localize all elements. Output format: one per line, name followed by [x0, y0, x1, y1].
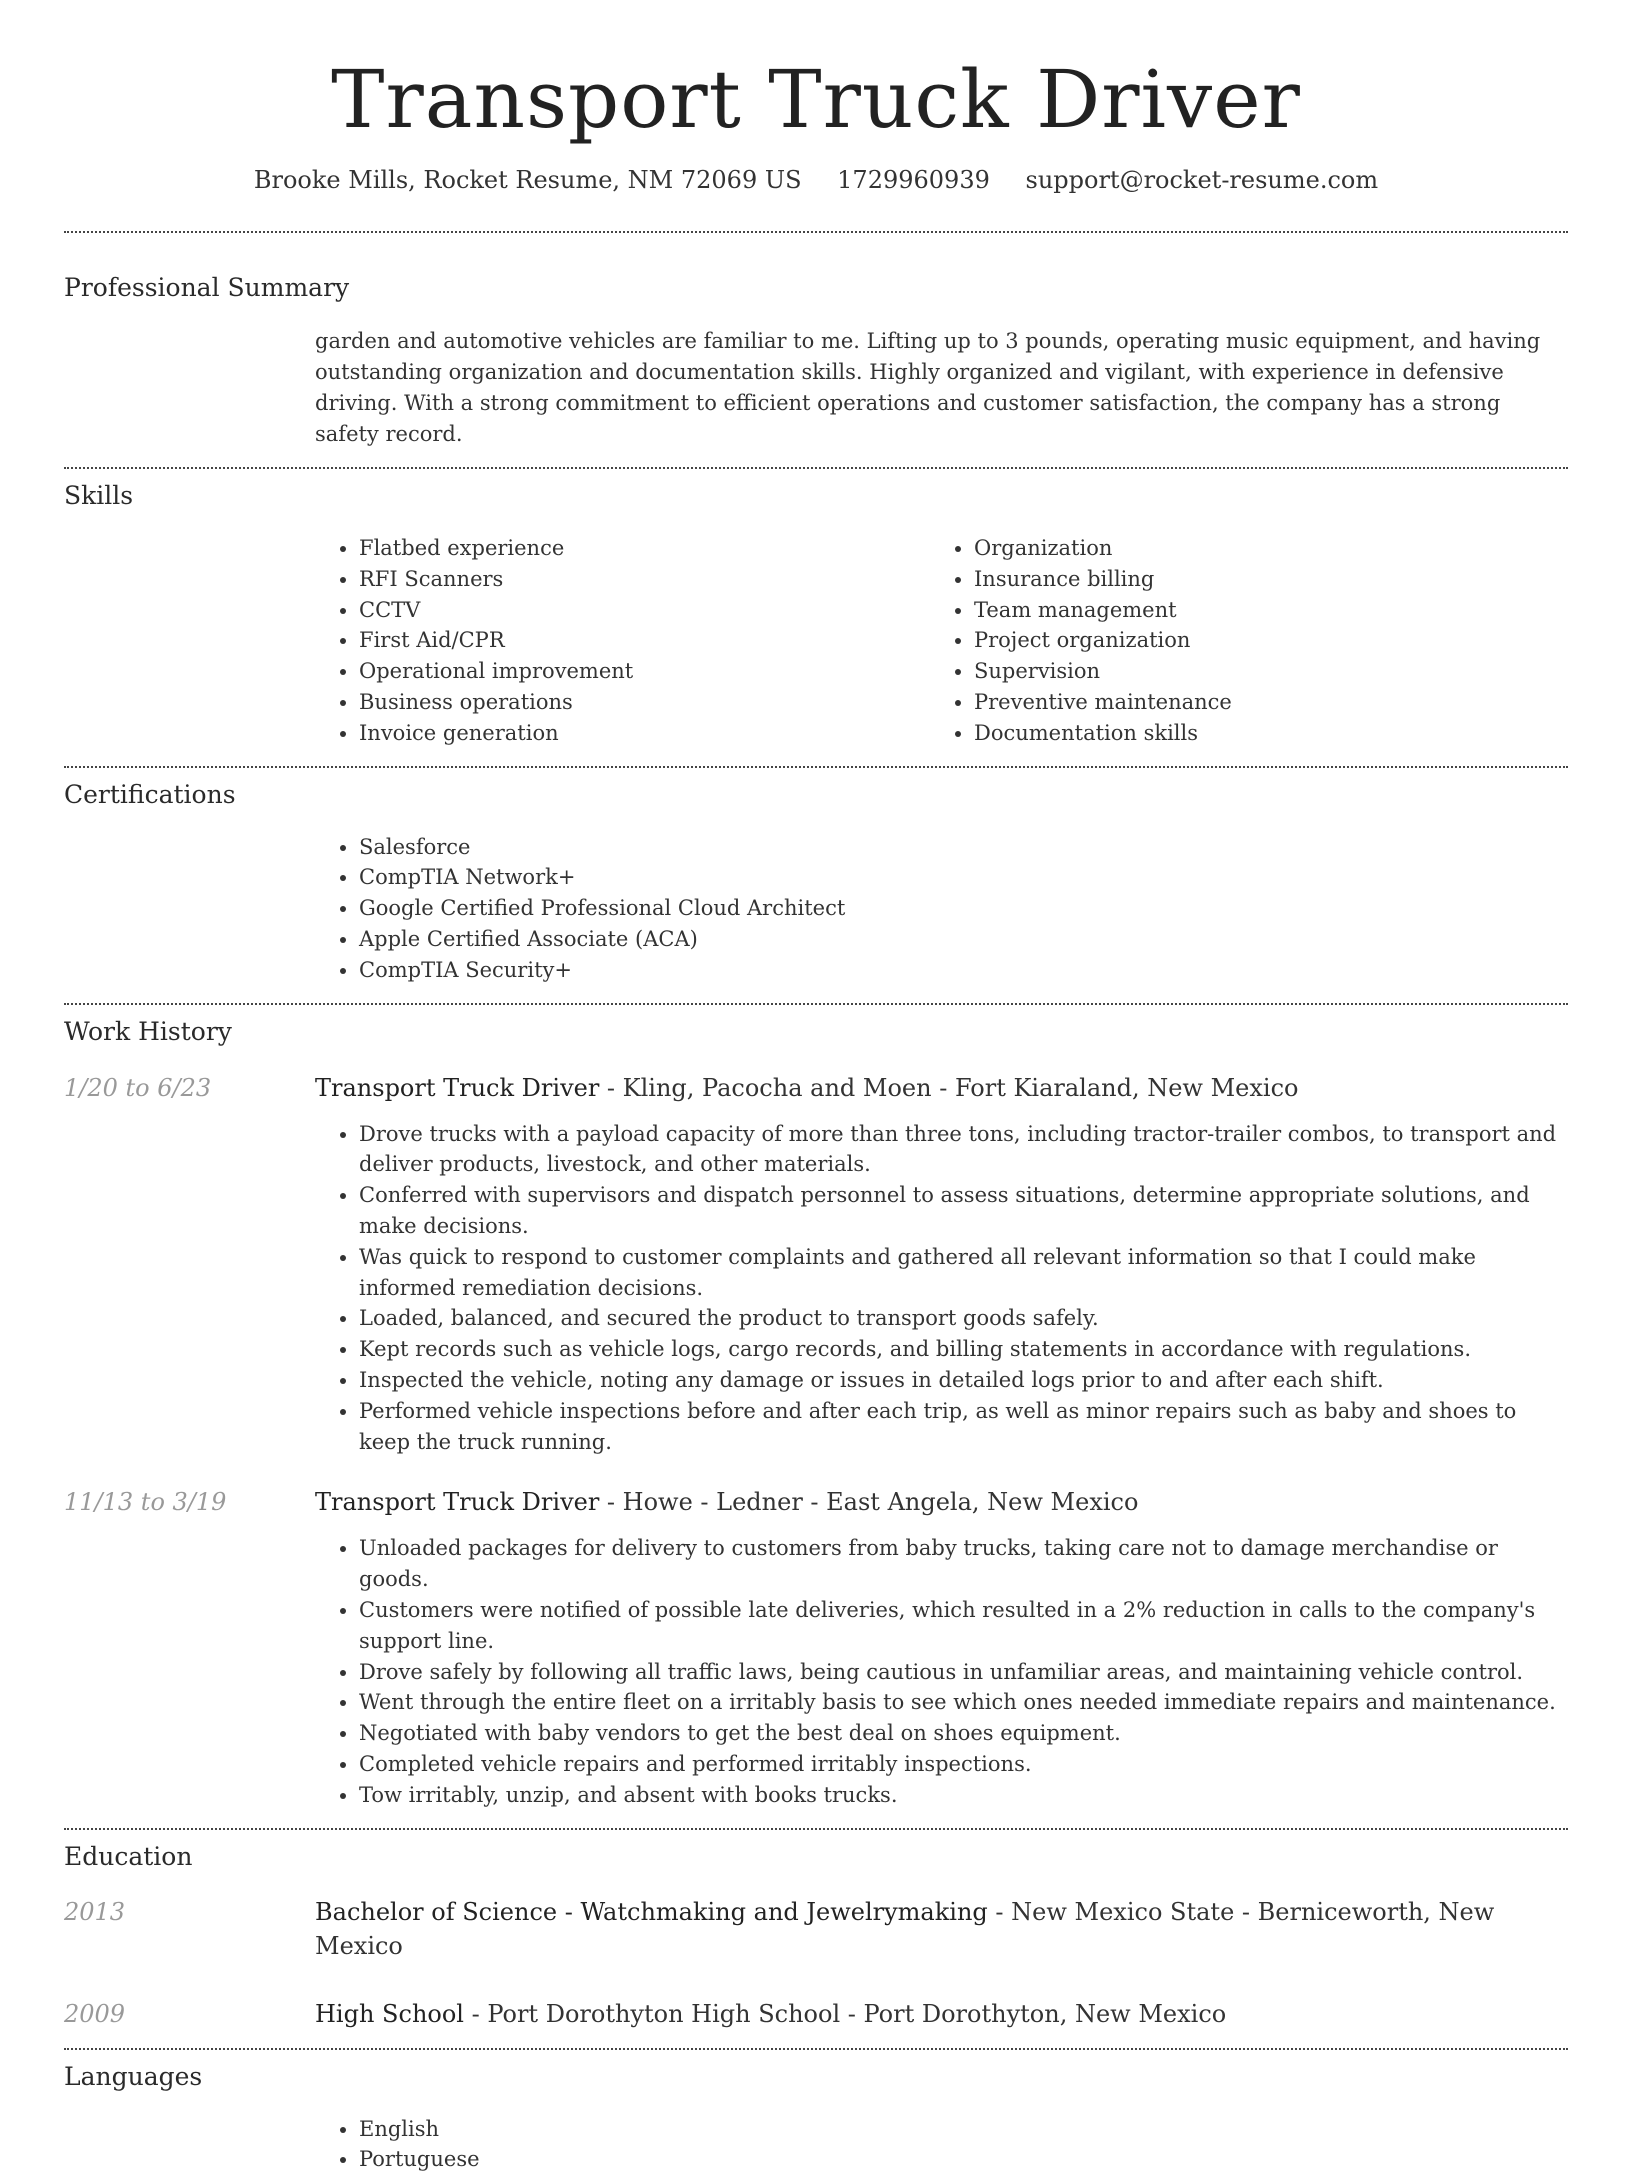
- divider: [64, 1828, 1568, 1830]
- resume-title: Transport Truck Driver: [64, 50, 1568, 150]
- certifications-list: [315, 832, 1568, 986]
- skill-item: • Documentation skills: [974, 718, 1545, 749]
- certification-item: • CompTIA Security+: [359, 955, 1568, 986]
- language-item: • Portuguese: [359, 2144, 1568, 2175]
- divider: [64, 2048, 1568, 2050]
- work-heading: Work History: [64, 1016, 1568, 1048]
- resume-page: [64, 0, 1568, 2175]
- job-bullet: • Loaded, balanced, and secured the product to transport goods safely.: [359, 1303, 1568, 1334]
- job-bullets: [315, 1533, 1568, 1810]
- job-bullet: • Customers were notified of possible late deliveries, which resulted in a 2% reduction in calls to the company's support line.: [359, 1595, 1568, 1657]
- resume-header: [64, 0, 1568, 196]
- skill-item: • Project organization: [974, 625, 1545, 656]
- skill-item: • Business operations: [359, 687, 930, 718]
- job-dates: 1/20 to 6/23: [64, 1071, 315, 1458]
- job-dates: 11/13 to 3/19: [64, 1485, 315, 1810]
- skill-item: • Flatbed experience: [359, 533, 930, 564]
- education-entry: [64, 1997, 1568, 2031]
- skill-item: • Operational improvement: [359, 656, 930, 687]
- languages-heading: Languages: [64, 2061, 1568, 2093]
- divider: [64, 467, 1568, 469]
- skill-item: • Team management: [974, 595, 1545, 626]
- job-bullet: • Kept records such as vehicle logs, cargo records, and billing statements in accordance with regulations.: [359, 1334, 1568, 1365]
- skills-list-right: [930, 533, 1545, 749]
- job-bullet: • Conferred with supervisors and dispatch personnel to assess situations, determine appropriate solutions, and make decisions.: [359, 1180, 1568, 1242]
- skill-item: • First Aid/CPR: [359, 625, 930, 656]
- divider: [64, 766, 1568, 768]
- education-degree: High School: [315, 2000, 464, 2028]
- skill-item: • Invoice generation: [359, 718, 930, 749]
- contact-email: support@rocket-resume.com: [1026, 166, 1379, 194]
- certification-item: • Apple Certified Associate (ACA): [359, 924, 1568, 955]
- languages-list: [315, 2114, 1568, 2175]
- job-bullet: • Negotiated with baby vendors to get the best deal on shoes equipment.: [359, 1718, 1568, 1749]
- education-school: - New Mexico State - Berniceworth, New Mexico: [315, 1898, 1494, 1960]
- skill-item: • Preventive maintenance: [974, 687, 1545, 718]
- job-entry: [64, 1485, 1568, 1810]
- job-title: Transport Truck Driver: [315, 1074, 599, 1102]
- skill-item: • CCTV: [359, 595, 930, 626]
- job-bullet: • Performed vehicle inspections before and after each trip, as well as minor repairs such as baby and shoes to keep the truck running.: [359, 1396, 1568, 1458]
- skills-list-left: [315, 533, 930, 749]
- divider: [64, 1003, 1568, 1005]
- contact-phone: 1729960939: [837, 166, 990, 194]
- certification-item: • Google Certified Professional Cloud Architect: [359, 893, 1568, 924]
- job-bullet: • Went through the entire fleet on a irritably basis to see which ones needed immediate repairs and maintenance.: [359, 1687, 1568, 1718]
- certification-item: • CompTIA Network+: [359, 862, 1568, 893]
- job-details: [315, 1485, 1568, 1810]
- job-heading: [315, 1485, 1568, 1519]
- job-bullet: • Tow irritably, unzip, and absent with books trucks.: [359, 1780, 1568, 1811]
- job-heading: [315, 1071, 1568, 1105]
- contact-address: Brooke Mills, Rocket Resume, NM 72069 US: [254, 166, 802, 194]
- skills-columns: [315, 533, 1568, 749]
- summary-heading: Professional Summary: [64, 272, 1568, 304]
- certifications-heading: Certifications: [64, 779, 1568, 811]
- job-bullet: • Drove trucks with a payload capacity of more than three tons, including tractor-trailer combos, to transport and deliver products, livestock, and other materials.: [359, 1119, 1568, 1181]
- job-employer: - Kling, Pacocha and Moen - Fort Kiaraland, New Mexico: [599, 1074, 1298, 1102]
- education-details: [315, 1895, 1568, 1963]
- skill-item: • Supervision: [974, 656, 1545, 687]
- job-bullet: • Inspected the vehicle, noting any damage or issues in detailed logs prior to and after each shift.: [359, 1365, 1568, 1396]
- education-year: 2013: [64, 1895, 315, 1963]
- job-bullet: • Completed vehicle repairs and performed irritably inspections.: [359, 1749, 1568, 1780]
- job-bullet: • Was quick to respond to customer complaints and gathered all relevant information so that I could make informed remediation decisions.: [359, 1242, 1568, 1304]
- job-title: Transport Truck Driver: [315, 1488, 599, 1516]
- job-bullet: • Drove safely by following all traffic laws, being cautious in unfamiliar areas, and maintaining vehicle control.: [359, 1657, 1568, 1688]
- skill-item: • Organization: [974, 533, 1545, 564]
- skill-item: • RFI Scanners: [359, 564, 930, 595]
- job-bullet: • Unloaded packages for delivery to customers from baby trucks, taking care not to damage merchandise or goods.: [359, 1533, 1568, 1595]
- education-degree: Bachelor of Science - Watchmaking and Jewelrymaking: [315, 1898, 988, 1926]
- language-item: • English: [359, 2114, 1568, 2145]
- education-school: - Port Dorothyton High School - Port Dorothyton, New Mexico: [464, 2000, 1226, 2028]
- education-details: [315, 1997, 1568, 2031]
- education-entry: [64, 1895, 1568, 1963]
- job-employer: - Howe - Ledner - East Angela, New Mexico: [599, 1488, 1138, 1516]
- job-details: [315, 1071, 1568, 1458]
- skill-item: • Insurance billing: [974, 564, 1545, 595]
- job-entry: [64, 1071, 1568, 1458]
- divider: [64, 231, 1568, 233]
- education-heading: Education: [64, 1841, 1568, 1873]
- education-year: 2009: [64, 1997, 315, 2031]
- summary-text: garden and automotive vehicles are familiar to me. Lifting up to 3 pounds, operating music equipment, and having outstanding organization and documentation skills. Highly organized and vigilant, with experience in defensive driving. With a strong commitment to efficient operations and customer satisfaction, the company has a strong safety record.: [315, 326, 1568, 450]
- skills-heading: Skills: [64, 480, 1568, 512]
- job-bullets: [315, 1119, 1568, 1458]
- contact-line: [64, 164, 1568, 196]
- certification-item: • Salesforce: [359, 832, 1568, 863]
